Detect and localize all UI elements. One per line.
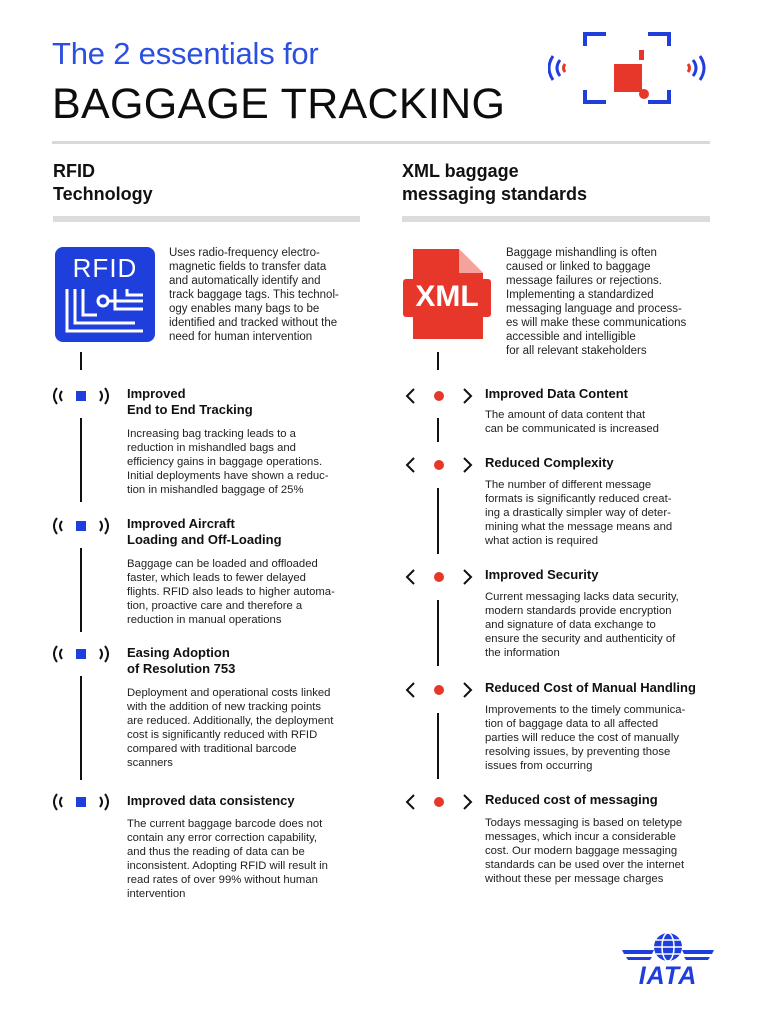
xml-intro: Baggage mishandling is often caused or linked to baggage message failures or rejections. Implementing a standardized messaging language and process- es will make these communications accessible and intelligible for all relevant stakeholders [506,247,687,357]
code-brackets-icon [404,679,474,701]
xml-item-title: Improved Data Content [485,386,629,401]
rfid-intro: Uses radio-frequency electro- magnetic fields to transfer data and automatically identify and track baggage tags. This technol- ogy enables many bags to be identified and tracked without the need for human intervention [169,247,339,343]
xml-item-title: Reduced cost of messaging [485,792,658,807]
code-brackets-icon [404,454,474,476]
rfid-timeline-segment [80,548,82,632]
rfid-timeline-segment [80,418,82,502]
rfid-timeline-segment [80,676,82,780]
chip-antenna-icon [63,287,147,337]
code-brackets-icon [404,385,474,407]
xml-item-body: Improvements to the timely communica- tion of baggage data to all affected parties will reduce the cost of manually resolving issues, by preventing those issues from occurring [485,704,686,772]
rfid-heading: RFID Technology [53,161,153,204]
rfid-logo-text: RFID [72,253,138,283]
xml-timeline-segment [437,418,439,442]
rfid-heading-divider [53,216,360,222]
xml-item-title: Improved Security [485,567,599,582]
rfid-item-title: Improved Aircraft Loading and Off-Loading [127,516,282,547]
rfid-timeline-segment [80,352,82,370]
iata-logo-text: IATA [638,962,698,990]
xml-timeline-segment [437,488,439,554]
code-brackets-icon [404,566,474,588]
xml-item-title: Reduced Cost of Manual Handling [485,680,696,695]
xml-timeline-segment [437,713,439,779]
rfid-item-body: The current baggage barcode does not contain any error correction capability, and thus the reading of data can be inconsistent. Adopting RFID will result in read rates of over 99% without human intervention [127,818,328,900]
rfid-logo [55,247,155,342]
rfid-item-body: Deployment and operational costs linked with the addition of new tracking points are reduced. Additionally, the deployment cost is significantly reduced with RFID compared with traditional barcode scanners [127,687,334,769]
rfid-item-title: Improved End to End Tracking [127,386,253,417]
iata-globe-wings-icon [620,930,716,966]
rfid-signal-icon [48,790,114,814]
rfid-signal-icon [48,514,114,538]
rfid-item-title: Easing Adoption of Resolution 753 [127,645,236,676]
xml-timeline-segment [437,600,439,666]
rfid-item-body: Baggage can be loaded and offloaded faster, which leads to fewer delayed flights. RFID also leads to higher automa- tion, proactive care and therefore a reduction in manual operations [127,558,335,626]
xml-item-body: The amount of data content that can be communicated is increased [485,409,659,435]
xml-item-title: Reduced Complexity [485,455,614,470]
xml-item-body: Current messaging lacks data security, modern standards provide encryption and signature of data exchange to ensure the security and authenticity of the information [485,591,679,659]
xml-timeline-segment [437,352,439,370]
xml-logo-text: XML [415,280,479,313]
xml-heading: XML baggage messaging standards [402,161,588,204]
xml-item-body: Todays messaging is based on teletype messages, which incur a considerable cost. Our modern baggage messaging standards can be used over the internet without these per message charges [485,817,685,885]
rfid-signal-icon [48,642,114,666]
header-divider [52,141,710,144]
code-brackets-icon [404,791,474,813]
rfid-signal-icon [48,384,114,408]
rfid-item-title: Improved data consistency [127,793,295,808]
scanner-icon [548,30,710,106]
rfid-item-body: Increasing bag tracking leads to a reduction in mishandled bags and efficiency gains in baggage operations. Initial deployments have shown a reduc- tion in mishandled baggage of 25% [127,428,329,496]
xml-heading-divider [402,216,710,222]
page-title: BAGGAGE TRACKING [52,80,506,128]
xml-item-body: The number of different message formats is significantly reduced creat- ing a drastically simpler way of deter- mining what the message means and what action is required [485,479,673,547]
page-subtitle: The 2 essentials for [52,36,319,71]
